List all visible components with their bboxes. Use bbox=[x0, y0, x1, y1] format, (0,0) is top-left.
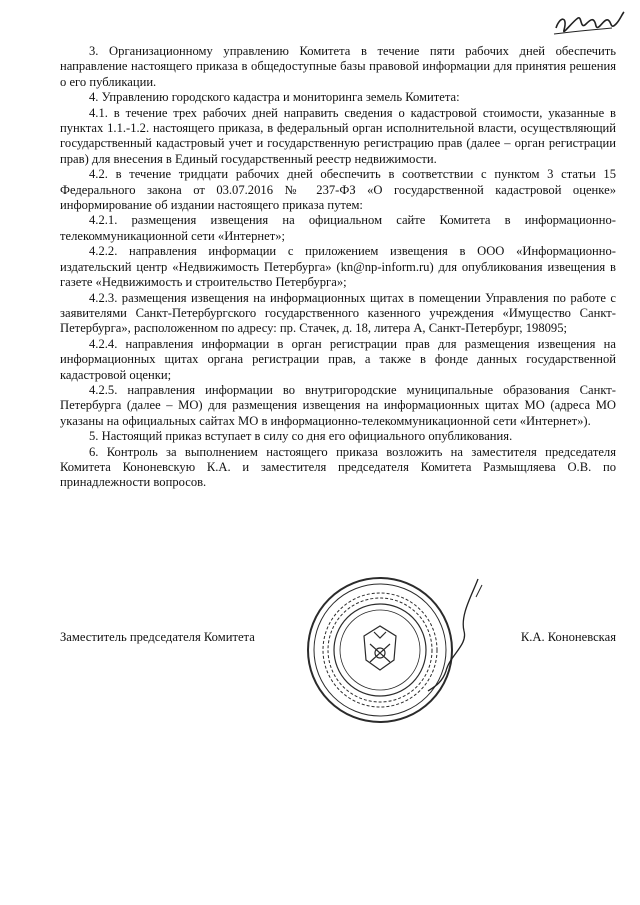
paragraph-4-2-1: 4.2.1. размещения извещения на официальном сайте Комитета в информационно-телекоммуникационной сети «Интернет»; bbox=[60, 213, 616, 243]
signatory-position: Заместитель председателя Комитета bbox=[60, 630, 255, 644]
paragraph-4-1: 4.1. в течение трех рабочих дней направить сведения о кадастровой стоимости, указанные в пунктах 1.1.-1.2. настоящего приказа, в федеральный орган исполнительной власти, осуществляющий государственный кадастровый учет и государственную регистрацию прав (далее – орган регистрации прав) для внесения в Единый государственный реестр недвижимости. bbox=[60, 105, 616, 166]
paragraph-4: 4. Управлению городского кадастра и мониторинга земель Комитета: bbox=[89, 90, 460, 105]
paragraph-4-2: 4.2. в течение тридцати рабочих дней обеспечить в соответствии с пунктом 3 статьи 15 Федерального закона от 03.07.2016 № 237-ФЗ «О государственной кадастровой оценке» информирование об издании настоящего приказа путем: bbox=[60, 167, 616, 213]
paragraph-4-2-5: 4.2.5. направления информации во внутригородские муниципальные образования Санкт-Петербурга (далее – МО) для размещения извещения на информационных щитах МО (адреса МО указаны на официальных сайтах МО в информационно-телекоммуникационной сети «Интернет»). bbox=[60, 382, 616, 428]
document-body bbox=[60, 44, 616, 491]
paragraph-4-2-2: 4.2.2. направления информации с приложением извещения в ООО «Информационно-издательский центр «Недвижимость Петербурга» (kn@np-inform.ru) для опубликования извещения в газете «Недвижимость и строительство Петербурга»; bbox=[60, 244, 616, 290]
paragraph-5: 5. Настоящий приказ вступает в силу со дня его официального опубликования. bbox=[89, 429, 513, 444]
paragraph-4-2-4: 4.2.4. направления информации в орган регистрации прав для размещения извещения на информационных щитах органа регистрации прав, а также в фонде данных государственной кадастровой оценки; bbox=[60, 336, 616, 382]
paragraph-3: 3. Организационному управлению Комитета в течение пяти рабочих дней обеспечить направление настоящего приказа в общедоступные базы правовой информации для принятия решения о его публикации. bbox=[60, 44, 616, 89]
signature-block bbox=[60, 630, 616, 648]
signatory-name: К.А. Кононевская bbox=[520, 630, 616, 644]
handwritten-signature-mark bbox=[550, 6, 626, 40]
paragraph-4-2-3: 4.2.3. размещения извещения на информационных щитах в помещении Управления по работе с заявителями Санкт-Петербургского государственного казенного учреждения «Имущество Санкт-Петербурга», расположенном по адресу: пр. Стачек, д. 18, литера А, Санкт-Петербург, 198095; bbox=[60, 290, 616, 336]
paragraph-6: 6. Контроль за выполнением настоящего приказа возложить на заместителя председателя Комитета Кононевскую К.А. и заместителя председателя Комитета Размыщляева О.В. по принадлежности вопросов. bbox=[60, 444, 616, 490]
